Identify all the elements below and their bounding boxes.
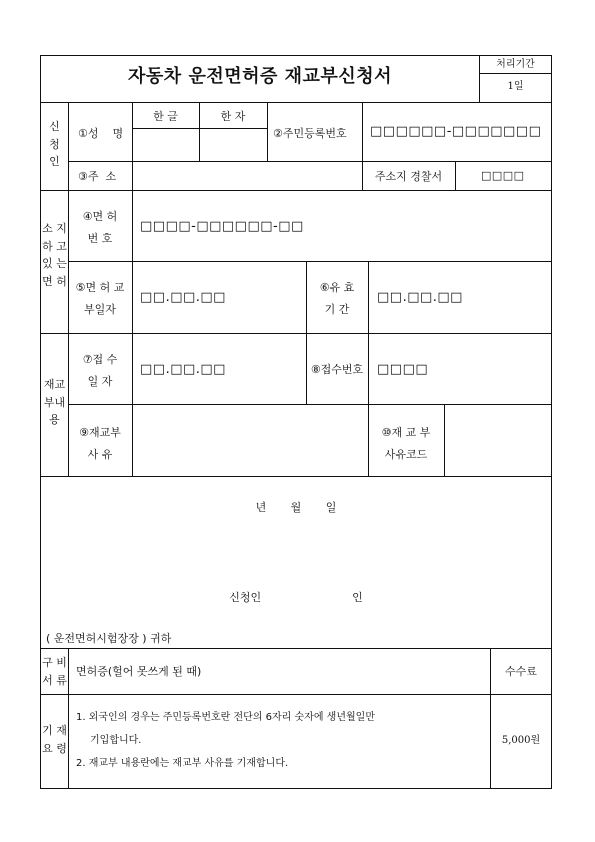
divider <box>267 102 268 161</box>
notes-line-1: 1. 외국인의 경우는 주민등록번호란 전단의 6자리 숫자에 생년월일만 <box>76 712 375 723</box>
address-field[interactable] <box>133 162 361 189</box>
rrn-field[interactable]: □□□□□□-□□□□□□□ <box>370 124 542 139</box>
issue-date-field[interactable]: □□.□□.□□ <box>140 290 226 305</box>
processing-period-value: 1일 <box>507 81 524 92</box>
reissue-section-label: 재교 부내 용 <box>43 378 66 427</box>
divider <box>40 648 552 649</box>
divider <box>362 102 363 161</box>
processing-period-label: 처리기간 <box>496 59 535 70</box>
reason-code-label: ⑩재 교 부 <box>381 426 431 439</box>
documents-label: 구 비 서 류 <box>42 656 67 687</box>
documents-content: 면허증(헐어 못쓰게 된 때) <box>76 665 202 678</box>
rrn-label: ②주민등록번호 <box>273 127 347 140</box>
divider <box>40 333 552 334</box>
divider <box>68 261 552 262</box>
receipt-date-label-2: 일 자 <box>87 375 113 388</box>
holder-section-label: 소 지 하 고 있 는 면 허 <box>42 222 67 288</box>
date-line: 년 월 일 <box>255 501 337 514</box>
reason-code-field[interactable] <box>445 405 551 475</box>
receipt-date-label: ⑦접 수 <box>82 353 118 366</box>
name-hanja-field[interactable] <box>200 129 266 160</box>
license-no-field[interactable]: □□□□-□□□□□□-□□ <box>140 219 304 234</box>
reissue-reason-label: ⑨재교부 <box>79 426 121 439</box>
valid-period-field[interactable]: □□.□□.□□ <box>377 290 463 305</box>
name-hangul-field[interactable] <box>133 129 198 160</box>
issue-date-label-2: 부일자 <box>84 303 116 316</box>
police-station-field[interactable]: □□□□ <box>481 169 525 182</box>
divider <box>368 261 369 333</box>
form-title: 자동차 운전면허증 재교부신청서 <box>128 66 392 87</box>
receipt-no-label: ⑧접수번호 <box>310 363 364 376</box>
receipt-date-field[interactable]: □□.□□.□□ <box>140 362 226 377</box>
receipt-no-field[interactable]: □□□□ <box>377 362 429 377</box>
notes-line-2: 기입합니다. <box>90 735 142 746</box>
divider <box>479 73 552 74</box>
divider <box>40 190 552 191</box>
divider <box>455 161 456 190</box>
reissue-reason-label-2: 사 유 <box>87 448 113 461</box>
applicant-sign-line: 신청인 인 <box>229 591 363 604</box>
hangul-label: 한 글 <box>153 110 178 123</box>
fee-value: 5,000원 <box>501 735 541 746</box>
notes-line-3: 2. 재교부 내용란에는 재교부 사유를 기재합니다. <box>76 758 289 769</box>
license-no-label: ④면 허 <box>82 210 118 223</box>
notes-label: 기 재 요 령 <box>42 724 67 755</box>
fee-label: 수수료 <box>505 665 537 678</box>
valid-period-label: ⑥유 효 <box>319 281 355 294</box>
hanja-label: 한 자 <box>220 110 246 123</box>
police-station-label: 주소지 경찰서 <box>374 170 443 183</box>
divider <box>68 648 69 789</box>
reason-code-label-2: 사유코드 <box>384 448 428 461</box>
divider <box>40 694 552 695</box>
divider <box>306 261 307 333</box>
name-label: ①성 명 <box>78 127 124 140</box>
reissue-reason-field[interactable] <box>133 405 367 475</box>
valid-period-label-2: 기 간 <box>324 303 350 316</box>
address-label: ③주 소 <box>78 170 117 183</box>
applicant-section-label: 신 청 인 <box>49 120 60 169</box>
issue-date-label: ⑤면 허 교 <box>75 281 125 294</box>
divider <box>40 102 552 103</box>
license-no-label-2: 번 호 <box>87 232 113 245</box>
divider <box>40 476 552 477</box>
addressee: ( 운전면허시험장장 ) 귀하 <box>46 632 172 645</box>
